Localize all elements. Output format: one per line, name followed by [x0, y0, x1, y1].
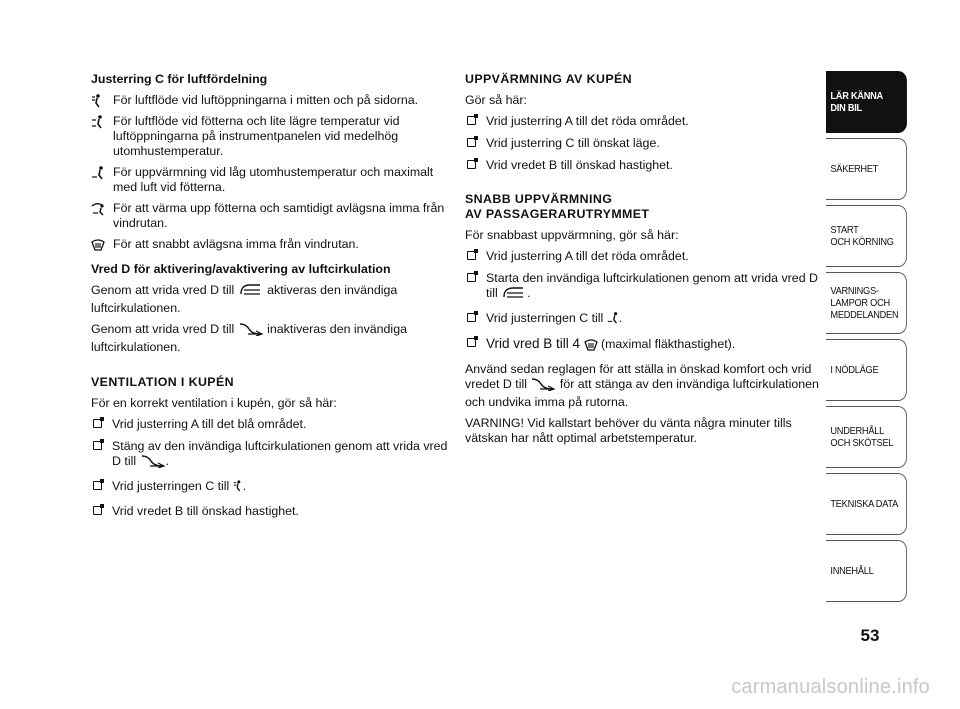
watermark: carmanualsonline.info — [731, 676, 930, 698]
c-item-face-feet — [91, 114, 451, 159]
list-item: Vrid justerring A till det röda området. — [465, 249, 820, 264]
heat-intro: Gör så här: — [465, 93, 527, 107]
checkbox-bullet-icon — [93, 441, 102, 450]
recirculation-on-icon — [238, 283, 264, 301]
recirculation-off-icon — [140, 454, 166, 472]
list-item: Vrid vred B till 4 (maximal fläkthastighet). — [465, 336, 820, 355]
checkbox-bullet-icon — [467, 338, 476, 347]
fast-intro: För snabbast uppvärmning, gör så här: — [465, 228, 679, 242]
c-item-feet — [91, 165, 451, 195]
c-item-text: För luftflöde vid luftöppningarna i mitten och på sidorna. — [113, 93, 419, 107]
chapter-tabs — [826, 71, 918, 607]
checkbox-bullet-icon — [93, 506, 102, 515]
air-feet-icon — [91, 165, 113, 180]
c-item-defrost — [91, 237, 451, 252]
c-item-feet-defrost — [91, 201, 451, 231]
windscreen-defrost-icon — [584, 339, 598, 355]
checkbox-bullet-icon — [467, 160, 476, 169]
checkbox-bullet-icon — [93, 419, 102, 428]
tab-i-nodlage[interactable]: I NÖDLÄGE — [826, 339, 907, 401]
c-item-text: För uppvärmning vid låg utomhustemperatur och maximalt med luft vid fötterna. — [113, 165, 434, 194]
tab-sakerhet[interactable]: SÄKERHET — [826, 138, 907, 200]
recirculation-off-icon — [530, 377, 556, 395]
air-face-icon — [233, 479, 243, 497]
c-item-face — [91, 93, 451, 108]
list-item: Vrid justerring A till det röda området. — [465, 114, 820, 129]
list-item: Vrid justerringen C till . — [465, 311, 820, 329]
list-item: Vrid justerring C till önskat läge. — [465, 136, 820, 151]
checkbox-bullet-icon — [467, 273, 476, 282]
tab-innehall[interactable]: INNEHÅLL — [826, 540, 907, 602]
heading-knob-d: Vred D för aktivering/avaktivering av luftcirkulation — [91, 262, 391, 276]
heading-heating: UPPVÄRMNING AV KUPÉN — [465, 72, 633, 86]
tab-start-och-korning[interactable]: START OCH KÖRNING — [826, 205, 907, 267]
heading-ring-c: Justerring C för luftfördelning — [91, 72, 268, 86]
list-item: Starta den invändiga luftcirkulationen genom att vrida vred D till . — [465, 271, 820, 304]
heading-fast-heating-2: AV PASSAGERARUTRYMMET — [465, 207, 650, 221]
after-paragraph: Använd sedan reglagen för att ställa in önskad komfort och vrid vredet D till för att stänga av den invändiga luftcirkulationen och undvika imma på rutorna. — [465, 362, 819, 409]
list-item: Vrid justerring A till det blå området. — [91, 417, 451, 432]
vent-intro: För en korrekt ventilation i kupén, gör så här: — [91, 396, 337, 410]
d-paragraph-activate: Genom att vrida vred D till aktiveras den invändiga luftcirkulationen. — [91, 283, 398, 315]
checkbox-bullet-icon — [467, 138, 476, 147]
tab-tekniska-data[interactable]: TEKNISKA DATA — [826, 473, 907, 535]
recirculation-off-icon — [238, 322, 264, 340]
air-feet-icon — [607, 311, 619, 329]
checkbox-bullet-icon — [467, 116, 476, 125]
d-paragraph-deactivate: Genom att vrida vred D till inaktiveras den invändiga luftcirkulationen. — [91, 322, 407, 354]
right-column — [465, 72, 820, 452]
list-item: Vrid justerringen C till . — [91, 479, 451, 497]
air-face-feet-icon — [91, 114, 113, 129]
heading-ventilation: VENTILATION I KUPÉN — [91, 375, 234, 389]
c-item-text: För att snabbt avlägsna imma från vindrutan. — [113, 237, 359, 251]
tab-underhall[interactable]: UNDERHÅLL OCH SKÖTSEL — [826, 406, 907, 468]
list-item: Vrid vredet B till önskad hastighet. — [465, 158, 820, 173]
page-number: 53 — [860, 626, 880, 645]
windscreen-defrost-icon — [91, 237, 113, 252]
tab-varningslampor[interactable]: VARNINGS- LAMPOR OCH MEDDELANDEN — [826, 272, 907, 334]
air-feet-windscreen-icon — [91, 201, 113, 216]
list-item: Stäng av den invändiga luftcirkulationen genom att vrida vred D till . — [91, 439, 451, 472]
tab-lar-kanna-din-bil[interactable]: LÄR KÄNNA DIN BIL — [826, 71, 907, 133]
warning-paragraph: VARNING! Vid kallstart behöver du vänta några minuter tills vätskan har nått optimal arbetstemperatur. — [465, 416, 792, 445]
recirculation-on-icon — [501, 286, 527, 304]
left-column — [91, 72, 451, 526]
heading-fast-heating-1: SNABB UPPVÄRMNING — [465, 192, 613, 206]
c-item-text: För luftflöde vid fötterna och lite lägre temperatur vid luftöppningarna på instrumentpanelen vid medelhög utomhustemperatur. — [113, 114, 400, 158]
c-item-text: För att värma upp fötterna och samtidigt avlägsna imma från vindrutan. — [113, 201, 445, 230]
air-face-icon — [91, 93, 113, 108]
checkbox-bullet-icon — [467, 251, 476, 260]
checkbox-bullet-icon — [93, 481, 102, 490]
checkbox-bullet-icon — [467, 313, 476, 322]
list-item: Vrid vredet B till önskad hastighet. — [91, 504, 451, 519]
